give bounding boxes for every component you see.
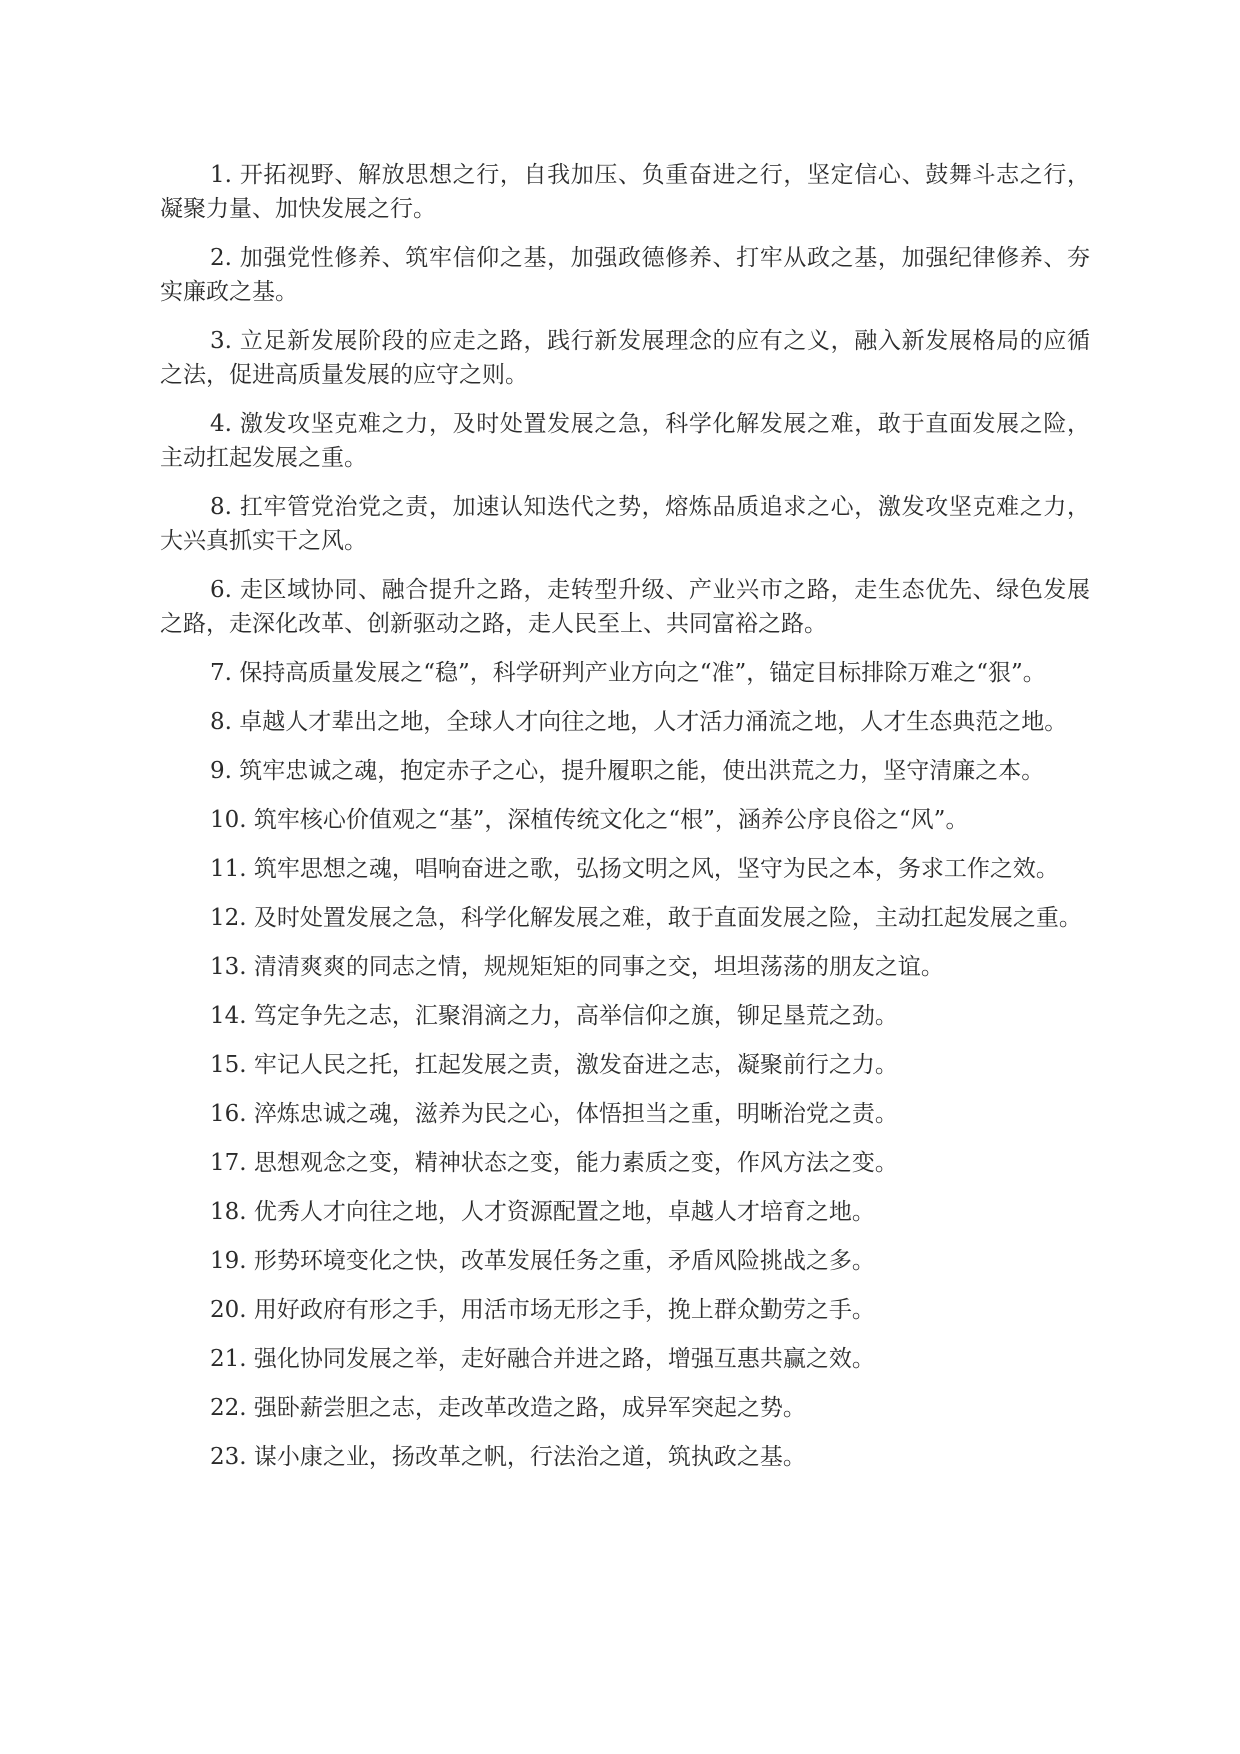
document-body — [160, 158, 1090, 1489]
paragraph-13: 13. 清清爽爽的同志之情，规规矩矩的同事之交，坦坦荡荡的朋友之谊。 — [210, 954, 944, 980]
paragraph-18: 18. 优秀人才向往之地，人才资源配置之地，卓越人才培育之地。 — [210, 1199, 875, 1225]
paragraph-10: 10. 筑牢核心价值观之“基”，深植传统文化之“根”，涵养公序良俗之“风”。 — [210, 807, 969, 833]
paragraph-16: 16. 淬炼忠诚之魂，滋养为民之心，体悟担当之重，明晰治党之责。 — [210, 1101, 898, 1127]
paragraph-9: 9. 筑牢忠诚之魂，抱定赤子之心，提升履职之能，使出洪荒之力，坚守清廉之本。 — [210, 758, 1045, 784]
paragraph-8: 8. 卓越人才辈出之地，全球人才向往之地，人才活力涌流之地，人才生态典范之地。 — [210, 709, 1068, 735]
paragraph-3: 3. 立足新发展阶段的应走之路，践行新发展理念的应有之义，融入新发展格局的应循之法，促进高质量发展的应守之则。 — [160, 328, 1090, 388]
paragraph-20: 20. 用好政府有形之手，用活市场无形之手，挽上群众勤劳之手。 — [210, 1297, 875, 1323]
paragraph-12: 12. 及时处置发展之急，科学化解发展之难，敢于直面发展之险，主动扛起发展之重。 — [210, 905, 1082, 931]
paragraph-6: 6. 走区域协同、融合提升之路，走转型升级、产业兴市之路，走生态优先、绿色发展之路，走深化改革、创新驱动之路，走人民至上、共同富裕之路。 — [160, 577, 1090, 637]
paragraph-17: 17. 思想观念之变，精神状态之变，能力素质之变，作风方法之变。 — [210, 1150, 898, 1176]
paragraph-11: 11. 筑牢思想之魂，唱响奋进之歌，弘扬文明之风，坚守为民之本，务求工作之效。 — [210, 856, 1059, 882]
paragraph-23: 23. 谋小康之业，扬改革之帆，行法治之道，筑执政之基。 — [210, 1444, 806, 1470]
paragraph-2: 2. 加强党性修养、筑牢信仰之基，加强政德修养、打牢从政之基，加强纪律修养、夯实廉政之基。 — [160, 245, 1090, 305]
paragraph-7: 7. 保持高质量发展之“稳”，科学研判产业方向之“准”，锚定目标排除万难之“狠”。 — [210, 660, 1046, 686]
paragraph-4: 4. 激发攻坚克难之力，及时处置发展之急，科学化解发展之难，敢于直面发展之险，主动扛起发展之重。 — [160, 411, 1090, 471]
paragraph-21: 21. 强化协同发展之举，走好融合并进之路，增强互惠共赢之效。 — [210, 1346, 875, 1372]
paragraph-1: 1. 开拓视野、解放思想之行，自我加压、负重奋进之行，坚定信心、鼓舞斗志之行，凝聚力量、加快发展之行。 — [160, 162, 1090, 222]
paragraph-5: 8. 扛牢管党治党之责，加速认知迭代之势，熔炼品质追求之心，激发攻坚克难之力，大兴真抓实干之风。 — [160, 494, 1090, 554]
paragraph-22: 22. 强卧薪尝胆之志，走改革改造之路，成异军突起之势。 — [210, 1395, 806, 1421]
paragraph-19: 19. 形势环境变化之快，改革发展任务之重，矛盾风险挑战之多。 — [210, 1248, 875, 1274]
paragraph-15: 15. 牢记人民之托，扛起发展之责，激发奋进之志，凝聚前行之力。 — [210, 1052, 898, 1078]
paragraph-14: 14. 笃定争先之志，汇聚涓滴之力，高举信仰之旗，铆足垦荒之劲。 — [210, 1003, 898, 1029]
